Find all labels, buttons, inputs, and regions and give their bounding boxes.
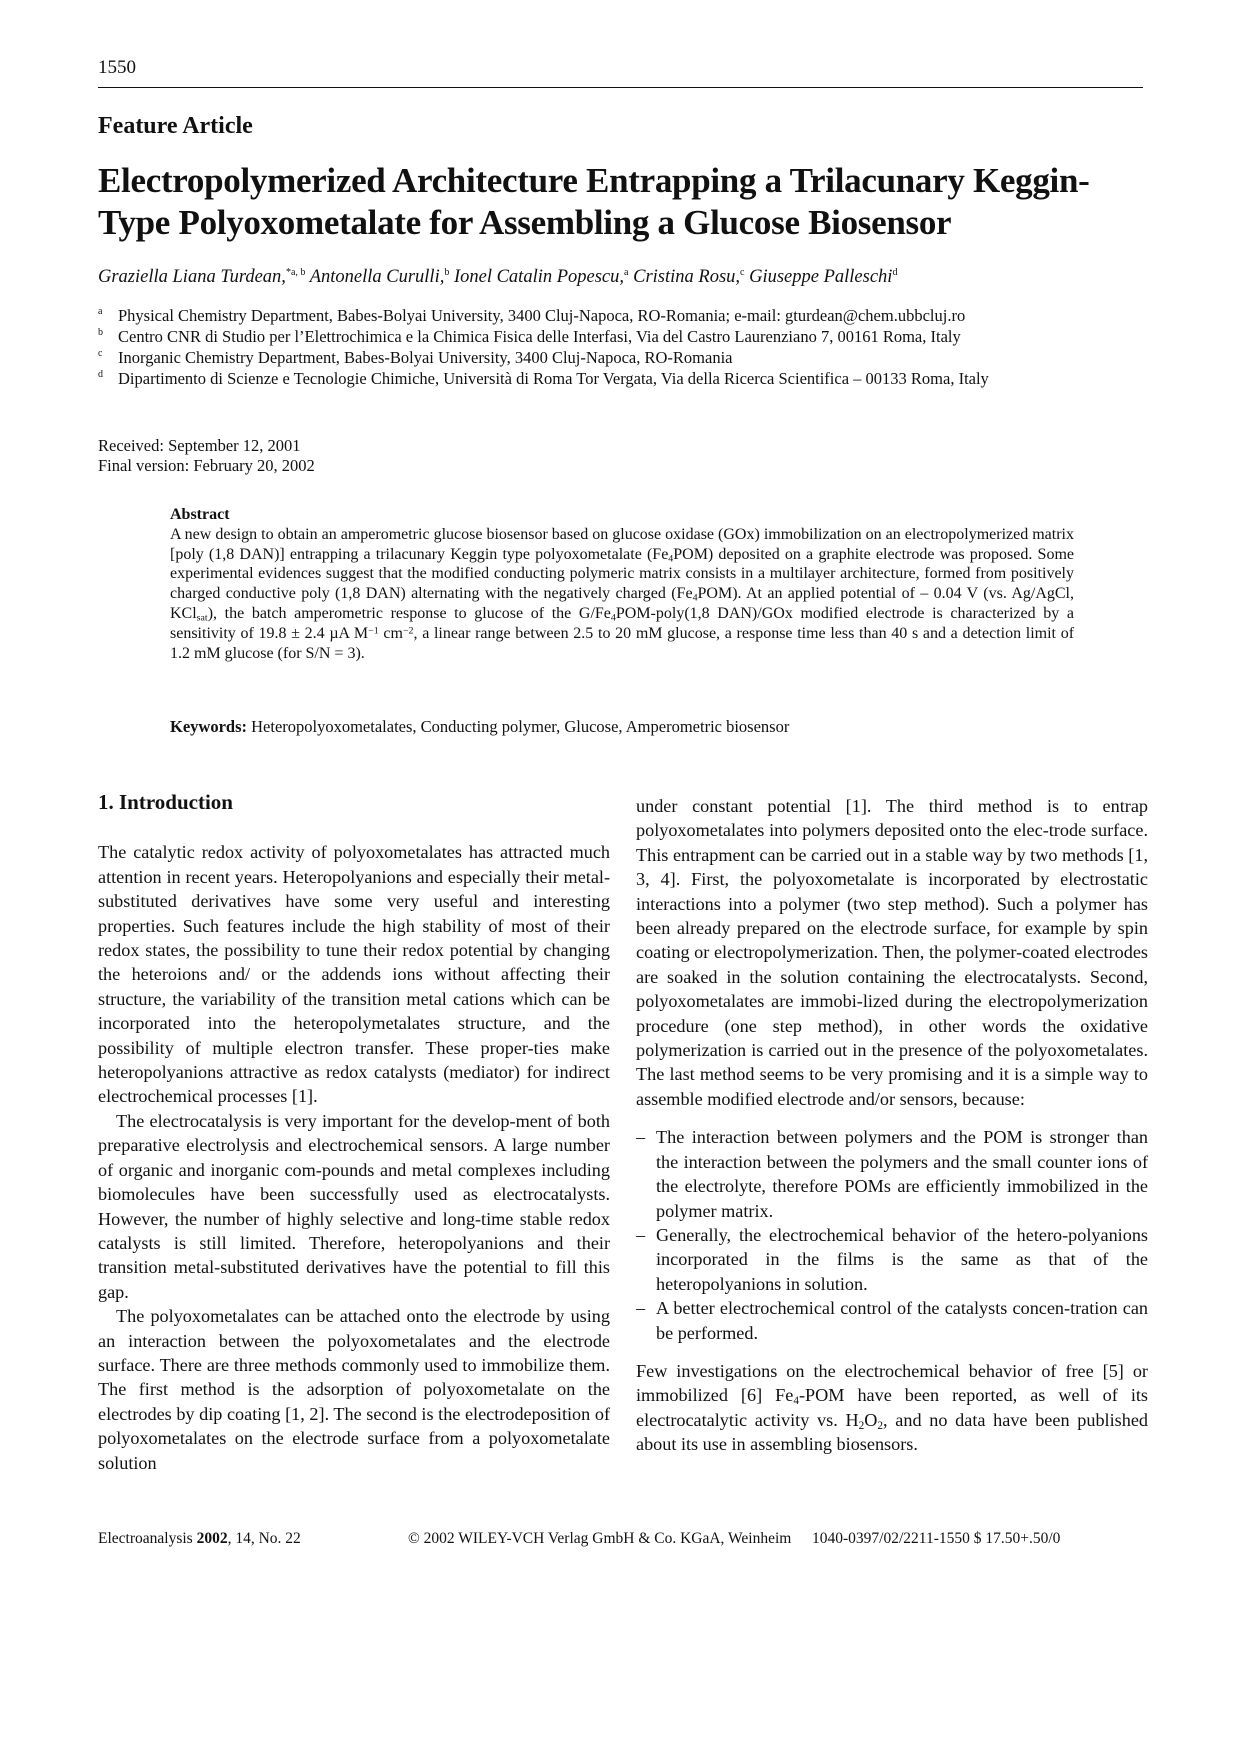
body-paragraph: The catalytic redox activity of polyoxometalates has attracted much attention in recent years. Heteropolyanions and especially their metal-substituted derivatives have some very useful and interesting properties. Such features include the high stability of most of their redox states, the possibility to tune their redox potential by changing the heteroions and/ or the addends ions without affecting their structure, the variability of the transition metal cations which can be incorporated into the heteropolymetalates structure, and the possibility of multiple electron transfer. These proper-ties make heteropolyanions attractive as redox catalysts (mediator) for indirect electrochemical processes [1]. xyxy=(98,842,610,1107)
footer-journal: Electroanalysis 2002, 14, No. 22 xyxy=(98,1530,301,1547)
bullet-item: – The interaction between polymers and the POM is stronger than the interaction between the polymers and the small counter ions of the electrolyte, therefore POMs are efficiently immobilized in the polymer matrix. xyxy=(636,1127,1148,1221)
affiliation-item xyxy=(98,305,1148,326)
keywords-line xyxy=(170,717,789,737)
keywords-text: Heteropolyoxometalates, Conducting polymer, Glucose, Amperometric biosensor xyxy=(247,717,790,736)
author-affil-mark: d xyxy=(892,267,898,278)
author-affil-mark: a xyxy=(624,267,629,278)
author-list xyxy=(98,267,897,288)
affiliation-list xyxy=(98,305,1148,389)
author-name: Graziella Liana Turdean, xyxy=(98,267,286,287)
dash-bullet-icon: – xyxy=(636,1224,646,1245)
abstract-heading: Abstract xyxy=(170,506,230,523)
affiliation-item xyxy=(98,326,1148,347)
section-label: Feature Article xyxy=(98,113,253,139)
author-affil-mark: c xyxy=(740,267,745,278)
section-heading-introduction: 1. Introduction xyxy=(98,790,233,814)
footer-copyright: © 2002 WILEY-VCH Verlag GmbH & Co. KGaA, Weinheim xyxy=(408,1530,792,1547)
final-version-date: Final version: February 20, 2002 xyxy=(98,456,315,475)
article-title: Electropolymerized Architecture Entrapping a Trilacunary Keggin-Type Polyoxometalate for Assembling a Glucose Biosensor xyxy=(98,161,1090,242)
affiliation-text: Physical Chemistry Department, Babes-Bolyai University, 3400 Cluj-Napoca, RO-Romania; e-mail: gturdean@chem.ubbcluj.ro xyxy=(118,306,966,325)
body-column-left xyxy=(98,790,610,1475)
author-affil-mark: *a, b xyxy=(285,267,306,278)
author-name: Cristina Rosu, xyxy=(633,267,741,287)
affiliation-mark: c xyxy=(98,348,103,359)
bullet-list xyxy=(636,1125,1148,1345)
body-paragraph: under constant potential [1]. The third method is to entrap polyoxometalates into polymers deposited onto the elec-trode surface. This entrapment can be carried out in a stable way by two methods [1, 3, 4]. First, the polyoxometalate is incorporated by electrostatic interactions into a polymer (two step method). Such a polymer has been already prepared on the electrode surface, for example by spin coating or electropolymerization. Then, the polymer-coated electrodes are soaked in the solution containing the electrocatalysts. Second, polyoxometalates are immobi-lized during the electropolymerization procedure (one step method), in other words the oxidative polymerization is carried out in the presence of the polyoxometalates. The last method seems to be very promising and it is a simple way to assemble modified electrode and/or sensors, because: xyxy=(636,796,1148,1109)
affiliation-text: Centro CNR di Studio per l’Elettrochimica e la Chimica Fisica delle Interfasi, Via del Castro Laurenziano 7, 00161 Roma, Italy xyxy=(118,327,961,346)
body-paragraph: The polyoxometalates can be attached onto the electrode by using an interaction between the polyoxometalates and the electrode surface. There are three methods commonly used to immobilize them. The first method is the adsorption of polyoxometalate on the electrodes by dip coating [1, 2]. The second is the electrodeposition of polyoxometalates on the electrode surface from a polyoxometalate solution xyxy=(98,1306,610,1473)
footer-code: 1040-0397/02/2211-1550 $ 17.50+.50/0 xyxy=(812,1530,1061,1547)
body-paragraph: Few investigations on the electrochemical behavior of free [5] or immobilized [6] $Fe_4$-POM have been reported, as well of its electrocatalytic activity vs. $H_2O_2$, and no data have been published about its use in assembling biosensors. xyxy=(636,1360,1148,1455)
article-dates xyxy=(98,436,315,476)
header-rule xyxy=(98,87,1143,88)
affiliation-mark: a xyxy=(98,306,103,317)
affiliation-text: Inorganic Chemistry Department, Babes-Bolyai University, 3400 Cluj-Napoca, RO-Romania xyxy=(118,348,733,367)
body-column-right xyxy=(636,794,1148,1457)
affiliation-item xyxy=(98,347,1148,368)
dash-bullet-icon: – xyxy=(636,1298,646,1319)
received-date: Received: September 12, 2001 xyxy=(98,436,301,455)
keywords-label: Keywords: xyxy=(170,717,247,736)
author-name: Antonella Curulli, xyxy=(309,267,445,287)
author-name: Giuseppe Palleschi xyxy=(749,267,893,287)
bullet-item: – A better electrochemical control of the catalysts concen-tration can be performed. xyxy=(636,1298,1148,1343)
affiliation-text: Dipartimento di Scienze e Tecnologie Chimiche, Università di Roma Tor Vergata, Via della Ricerca Scientifica – 00133 Roma, Italy xyxy=(118,369,989,388)
dash-bullet-icon: – xyxy=(636,1127,646,1148)
affiliation-mark: b xyxy=(98,327,103,338)
affiliation-mark: d xyxy=(98,369,103,380)
bullet-item: – Generally, the electrochemical behavior of the hetero-polyanions incorporated in the films is the same as that of the heteropolyanions in solution. xyxy=(636,1224,1148,1294)
author-name: Ionel Catalin Popescu, xyxy=(453,267,625,287)
abstract-text: A new design to obtain an amperometric glucose biosensor based on glucose oxidase (GOx) immobilization on an electropolymerized matrix [poly (1,8 DAN)] entrapping a trilacunary Keggin type polyoxometalate $(Fe_4POM)$ deposited on a graphite electrode was proposed. Some experimental evidences suggest that the modified conducting polymeric matrix consists in a multilayer architecture, formed from positively charged conductive poly (1,8 DAN) alternating with the negatively charged $(Fe_4POM)$. At an applied potential of – 0.04 V (vs. Ag/AgCl, KCl$_{sat}$), the batch amperometric response to glucose of the $G/Fe_4POM-poly(1,8$ DAN)/GOx modified electrode is characterized by a sensitivity of 19.8 ± 2.4 µA $M^{-1}$ $cm^{-2}$, a linear range between 2.5 to 20 mM glucose, a response time less than 40 s and a detection limit of 1.2 mM glucose (for S/N = 3). xyxy=(170,525,1075,662)
affiliation-item xyxy=(98,368,1148,389)
abstract-block xyxy=(170,505,1074,663)
body-paragraph: The electrocatalysis is very important for the develop-ment of both preparative electrolysis and electrochemical sensors. A large number of organic and inorganic com-pounds and metal complexes including biomolecules have been successfully used as electrocatalysts. However, the number of highly selective and long-time stable redox catalysts is still limited. Therefore, heteropolyanions and their transition metal-substituted derivatives have the potential to fill this gap. xyxy=(98,1110,610,1302)
author-affil-mark: b xyxy=(444,267,450,278)
page-number: 1550 xyxy=(98,57,136,78)
